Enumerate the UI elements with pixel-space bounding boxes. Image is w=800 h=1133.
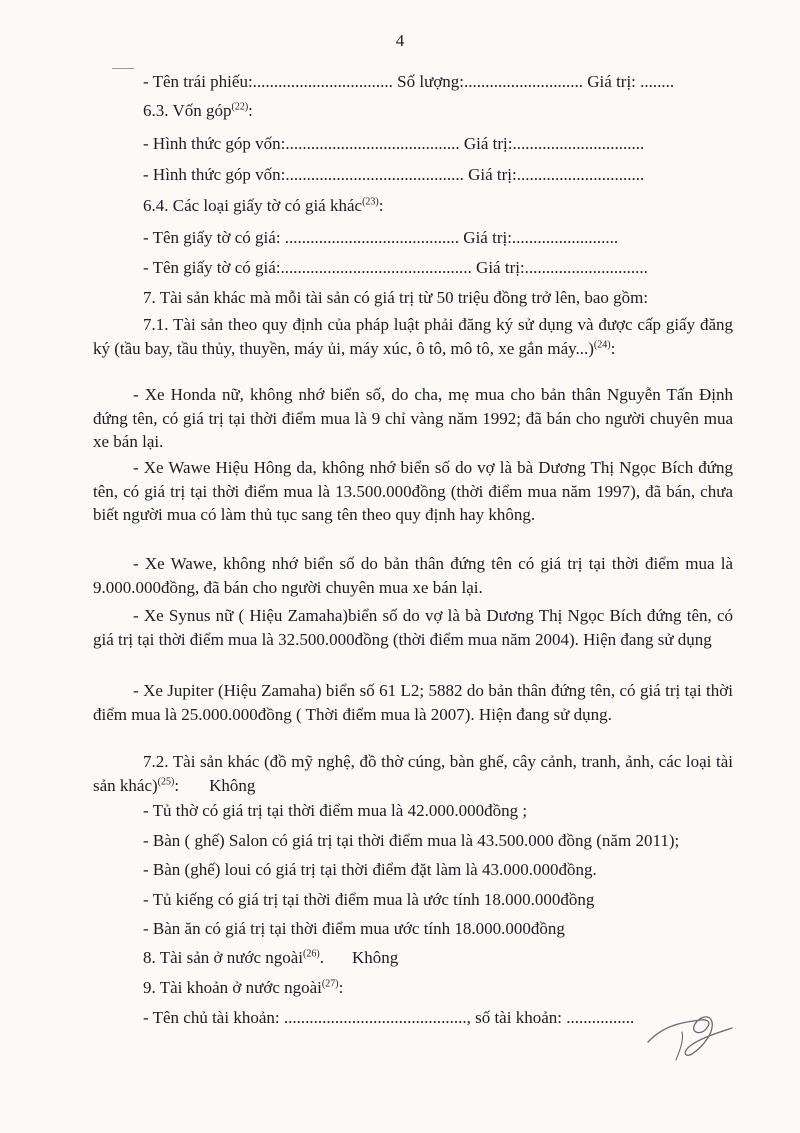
foreign-accounts-heading: 9. Tài khoản ở nước ngoài$^{(27)}$: — [143, 978, 344, 997]
registered-assets-heading: 7.1. Tài sản theo quy định của pháp luật phải đăng ký sử dụng và được cấp giấy đăng ký (tầu bay, tầu thủy, thuyền, máy ủi, máy xúc, ô tô, mô tô, xe gắn máy...)$^{(24)}$: — [93, 315, 733, 358]
other-property-heading: 7.2. Tài sản khác (đồ mỹ nghệ, đồ thờ cúng, bàn ghế, cây cảnh, tranh, ảnh, các loại tài sản khác)$^{(25)}$: Không — [93, 752, 733, 795]
vehicle-item-2: - Xe Wawe Hiệu Hông da, không nhớ biển số do vợ là bà Dương Thị Ngọc Bích đứng tên, có giá trị tại thời điểm mua là 13.500.000đồng (thời điểm mua năm 1997), đã bán, chưa biết người mua có làm thủ tục sang tên theo quy định hay không. — [93, 458, 733, 524]
property-item-1: - Tủ thờ có giá trị tại thời điểm mua là 42.000.000đồng ; — [143, 801, 528, 820]
vehicle-item-3: - Xe Wawe, không nhớ biển số do bản thân đứng tên có giá trị tại thời điểm mua là 9.000.000đồng, đã bán cho người chuyên mua xe bán lại. — [93, 554, 733, 597]
page-number: 4 — [395, 31, 405, 50]
capital-form-line-1: - Hình thức góp vốn:......................................... Giá trị:............................... — [143, 134, 645, 153]
scan-mark — [112, 68, 134, 69]
account-holder-line: - Tên chủ tài khoản: ..........................................., số tài khoản: ................ — [143, 1008, 635, 1027]
other-assets-heading: 7. Tài sản khác mà mỗi tài sản có giá trị từ 50 triệu đồng trở lên, bao gồm: — [143, 288, 649, 307]
other-property-answer: Không — [209, 775, 256, 795]
capital-form-line-2: - Hình thức góp vốn:.......................................... Giá trị:.............................. — [143, 165, 645, 184]
vehicle-item-5: - Xe Jupiter (Hiệu Zamaha) biển số 61 L2; 5882 do bản thân đứng tên, có giá trị tại thời điểm mua là 25.000.000đồng ( Thời điểm mua là 2007). Hiện đang sử dụng. — [93, 681, 733, 724]
property-item-5: - Bàn ăn có giá trị tại thời điểm mua ước tính 18.000.000đồng — [143, 919, 565, 938]
foreign-assets-line: 8. Tài sản ở nước ngoài$^{(26)}$. Không — [143, 948, 399, 967]
property-item-3: - Bàn (ghế) loui có giá trị tại thời điểm đặt làm là 43.000.000đồng. — [143, 860, 597, 879]
capital-heading: 6.3. Vốn góp$^{(22)}$: — [143, 101, 253, 120]
valuable-papers-heading: 6.4. Các loại giấy tờ có giá khác$^{(23)}$: — [143, 196, 384, 215]
vehicle-item-4: - Xe Synus nữ ( Hiệu Zamaha)biển số do vợ là bà Dương Thị Ngọc Bích đứng tên, có giá trị tại thời điểm mua là 32.500.000đồng (thời điểm mua năm 2004). Hiện đang sử dụng — [93, 606, 733, 649]
valuable-paper-line-1: - Tên giấy tờ có giá: ......................................... Giá trị:......................... — [143, 228, 619, 247]
signature-icon — [640, 1002, 740, 1072]
bond-name-line: - Tên trái phiếu:................................. Số lượng:............................ Giá trị: ........ — [143, 72, 675, 91]
valuable-paper-line-2: - Tên giấy tờ có giá:............................................. Giá trị:............................. — [143, 258, 648, 277]
property-item-2: - Bàn ( ghế) Salon có giá trị tại thời điểm mua là 43.500.000 đồng (năm 2011); — [143, 831, 680, 850]
property-item-4: - Tủ kiếng có giá trị tại thời điểm mua là ước tính 18.000.000đồng — [143, 890, 595, 909]
vehicle-item-1: - Xe Honda nữ, không nhớ biển số, do cha, mẹ mua cho bản thân Nguyễn Tấn Định đứng tên, có giá trị tại thời điểm mua là 9 chỉ vàng năm 1992; đã bán cho người chuyên mua xe bán lại. — [93, 385, 733, 451]
foreign-assets-answer: Không — [351, 948, 399, 967]
